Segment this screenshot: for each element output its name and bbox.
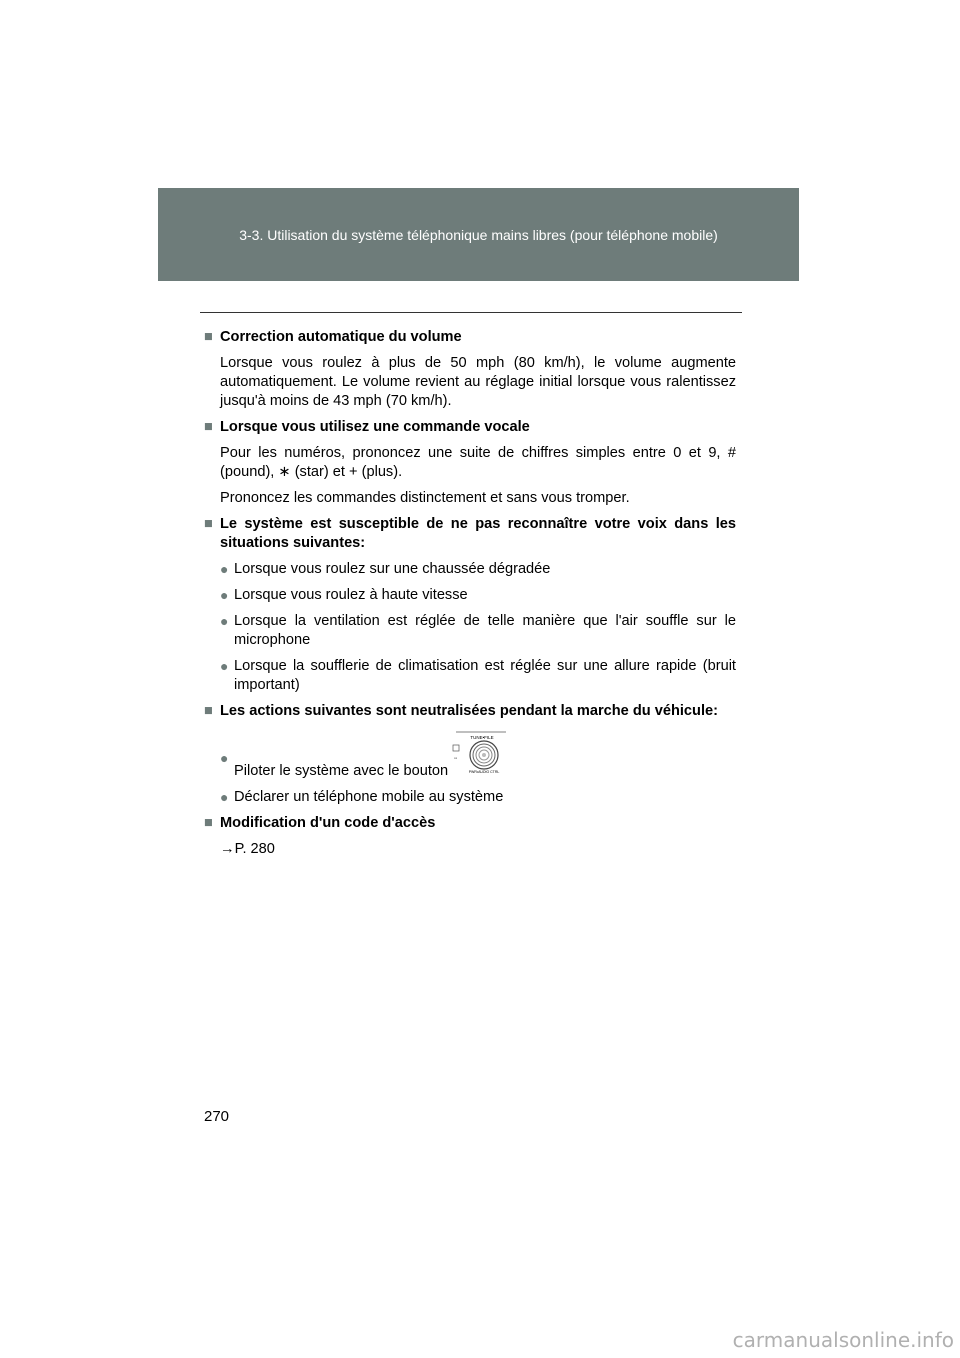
heading-volume-correction: ■ Correction automatique du volume xyxy=(204,329,462,345)
paragraph-voice-commands: Prononcez les commandes distinctement et sans vous tromper. xyxy=(220,490,630,506)
section-header-band xyxy=(158,188,799,281)
square-marker-icon: ■ xyxy=(204,329,213,345)
knob-label-bottom: PWR•AUDIO CTRL xyxy=(468,770,500,774)
bullet-dot-icon: ● xyxy=(220,587,229,603)
bullet-dot-icon: ● xyxy=(220,789,229,805)
heading-voice-not-recognized: ■ Le système est susceptible de ne pas reconnaître votre voix dans les situations suivantes: xyxy=(204,516,736,551)
heading-voice-command: ■ Lorsque vous utilisez une commande vocale xyxy=(204,419,530,435)
list-item: ● Déclarer un téléphone mobile au système xyxy=(220,789,504,805)
square-marker-icon: ■ xyxy=(204,815,213,831)
heading-access-code: ■ Modification d'un code d'accès xyxy=(204,815,436,831)
heading-disabled-actions: ■ Les actions suivantes sont neutralisées pendant la marche du véhicule: xyxy=(204,703,718,719)
svg-text:▭: ▭ xyxy=(454,756,458,760)
square-marker-icon: ■ xyxy=(204,703,213,719)
bullet-dot-icon: ● xyxy=(220,561,229,577)
list-item: ● Lorsque la ventilation est réglée de telle manière que l'air souffle sur le microphone xyxy=(220,613,736,648)
bullet-dot-icon: ● xyxy=(220,658,229,674)
page-content xyxy=(204,328,736,866)
tune-knob-icon xyxy=(452,731,508,781)
bullet-dot-icon: ● xyxy=(220,613,229,629)
list-item: ● Lorsque vous roulez sur une chaussée dégradée xyxy=(220,561,551,577)
section-title: 3-3. Utilisation du système téléphonique mains libres (pour téléphone mobile) xyxy=(239,227,718,243)
knob-label-top: TUNE•FILE xyxy=(470,735,494,740)
paragraph-volume-correction: Lorsque vous roulez à plus de 50 mph (80 km/h), le volume augmente automatiquement. Le volume revient au réglage initial lorsque vous ralentissez jusqu'à moins de 43 mph (70 km/h). xyxy=(220,355,736,409)
square-marker-icon: ■ xyxy=(204,419,213,435)
divider-rule xyxy=(200,312,742,313)
watermark: carmanualsonline.info xyxy=(732,1328,954,1352)
square-marker-icon: ■ xyxy=(204,516,213,532)
page-reference-link[interactable]: →P. 280 xyxy=(220,841,275,857)
bullet-dot-icon: ● xyxy=(220,750,229,766)
list-item: ● Lorsque vous roulez à haute vitesse xyxy=(220,587,468,603)
list-item: ● Lorsque la soufflerie de climatisation est réglée sur une allure rapide (bruit important) xyxy=(220,658,736,693)
paragraph-voice-numbers: Pour les numéros, prononcez une suite de chiffres simples entre 0 et 9, # (pound), ∗ (star) et + (plus). xyxy=(220,445,736,480)
page-number: 270 xyxy=(204,1108,230,1125)
list-item: ● Piloter le système avec le bouton TUNE•FILE ▭ PWR•AUDIO CTRL xyxy=(204,731,736,781)
